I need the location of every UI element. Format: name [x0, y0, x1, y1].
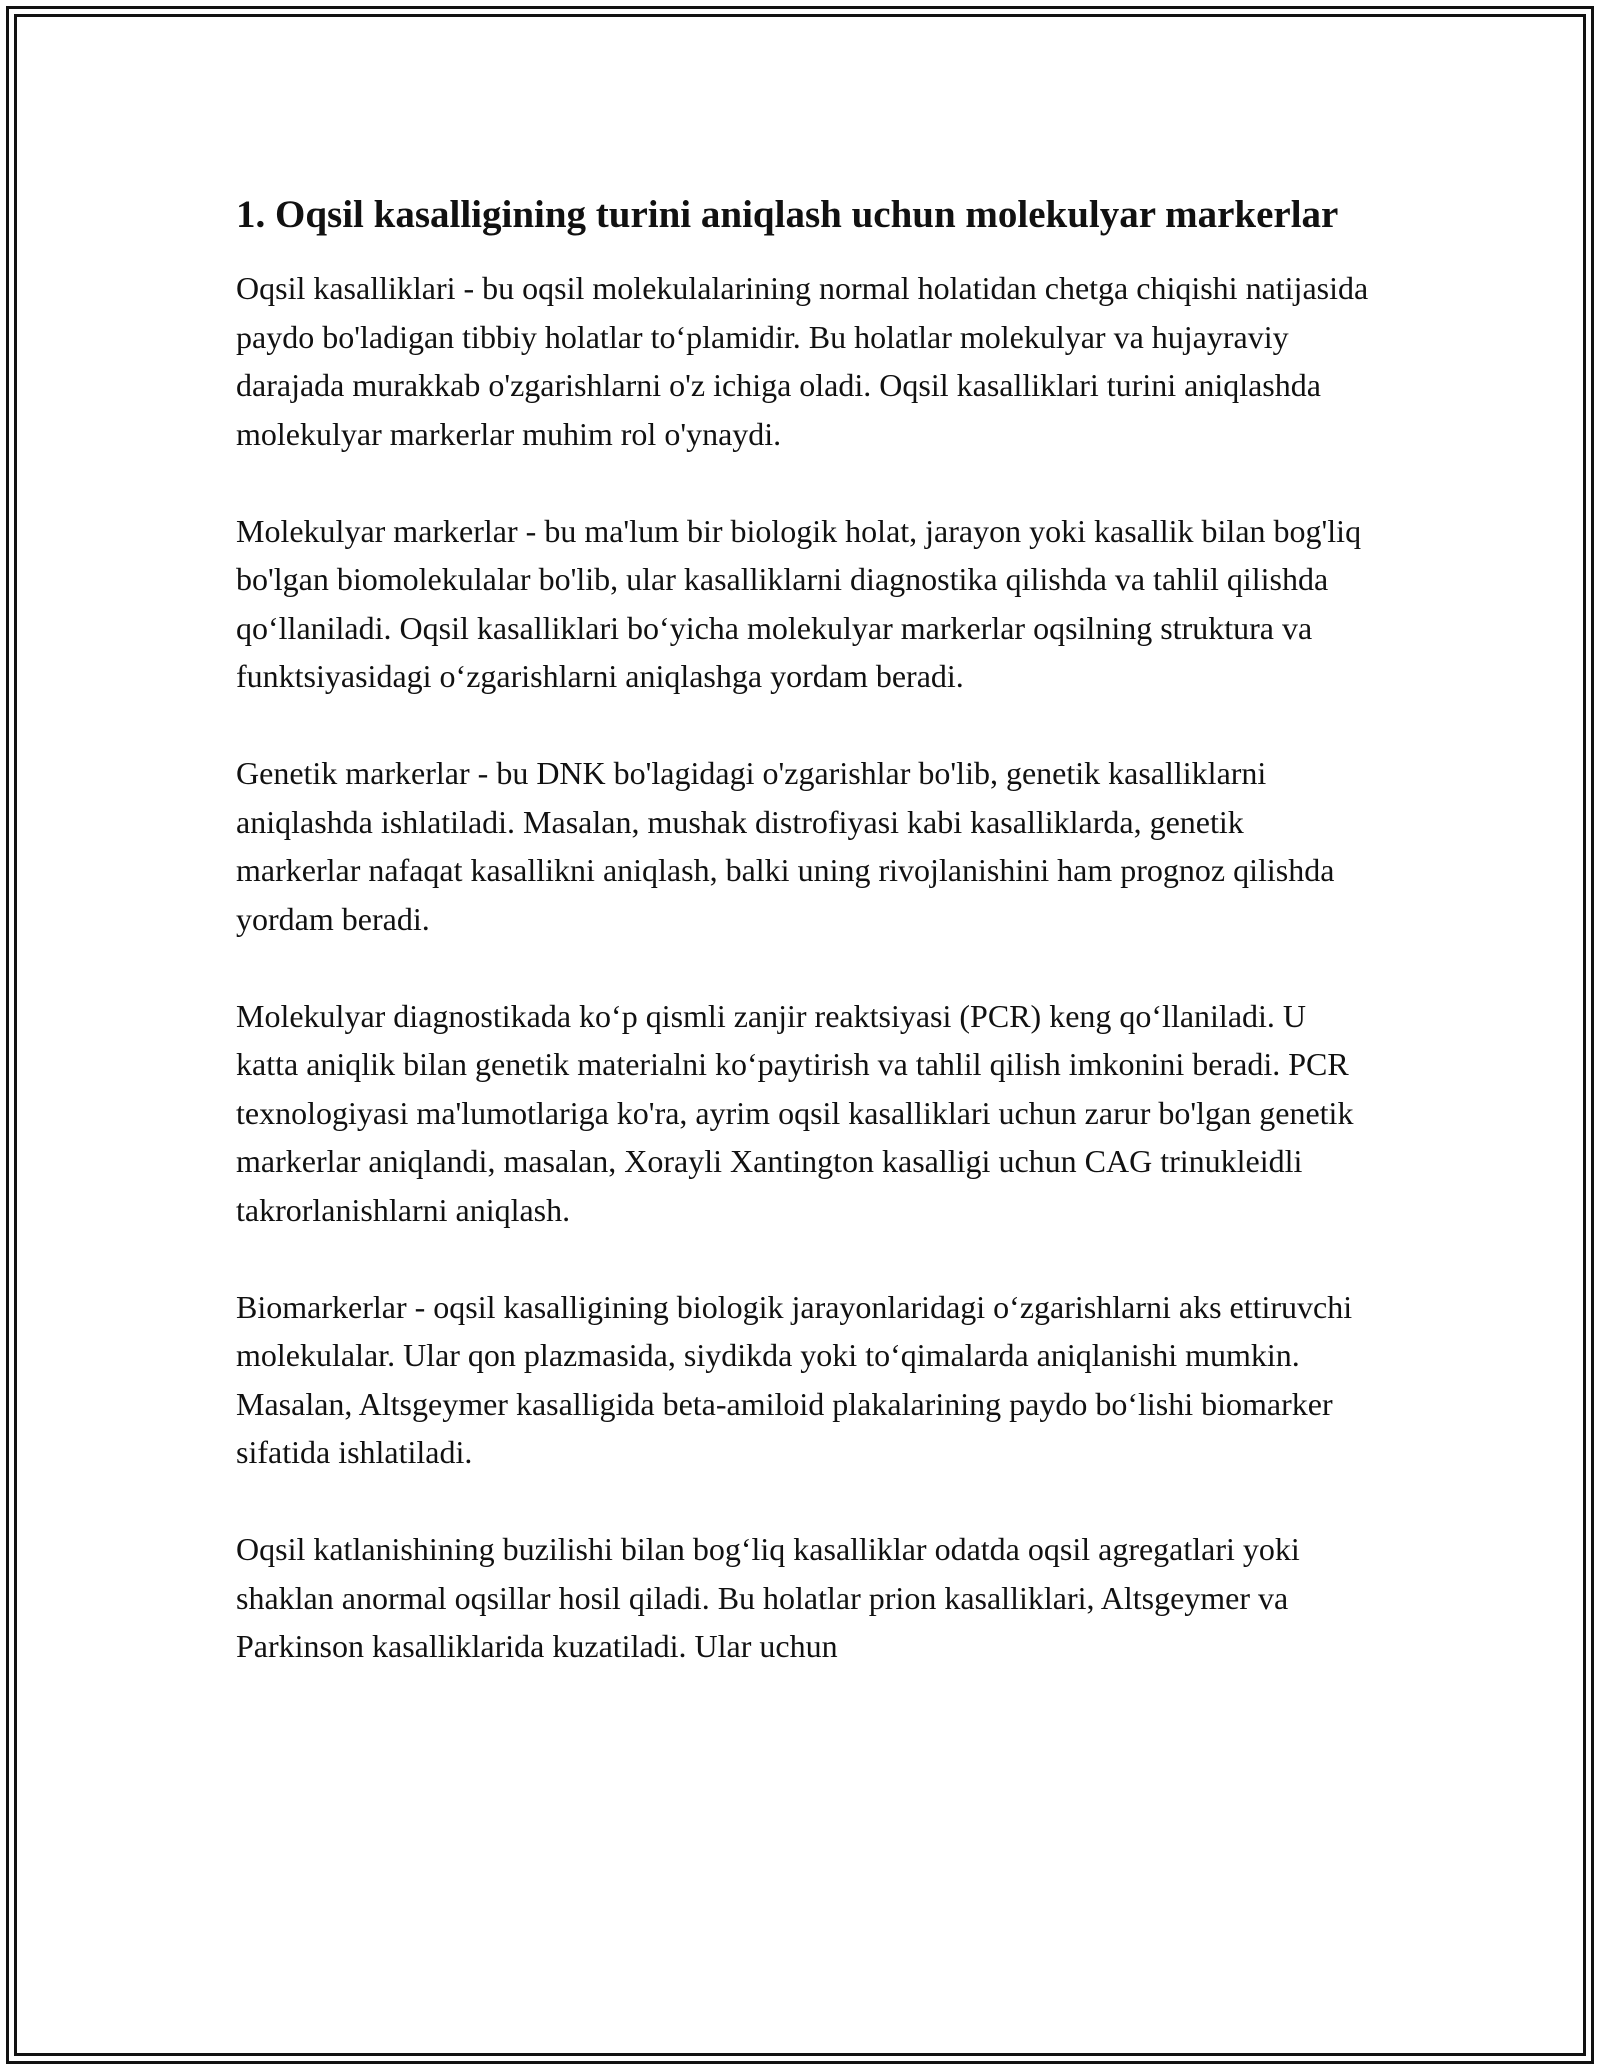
- paragraph-pcr-diagnostics: Molekulyar diagnostikada ko‘p qismli zanjir reaktsiyasi (PCR) keng qo‘llaniladi. U katta aniqlik bilan genetik materialni ko‘paytirish va tahlil qilish imkonini beradi. PCR texnologiyasi ma'lumotlariga ko'ra, ayrim oqsil kasalliklari uchun zarur bo'lgan genetik markerlar aniqlandi, masalan, Xorayli Xantington kasalligi uchun CAG trinukleidli takrorlanishlarni aniqlash.: [236, 997, 1354, 1228]
- paragraph-protein-folding: Oqsil katlanishining buzilishi bilan bog‘liq kasalliklar odatda oqsil agregatlari yoki shaklan anormal oqsillar hosil qiladi. Bu holatlar prion kasalliklari, Altsgeymer va Parkinson kasalliklarida kuzatiladi. Ular uchun: [236, 1531, 1300, 1664]
- section-heading: 1. Oqsil kasalligining turini aniqlash uchun molekulyar markerlar: [236, 193, 1339, 236]
- paragraph-protein-diseases: Oqsil kasalliklari - bu oqsil molekulalarining normal holatidan chetga chiqishi natijasida paydo bo'ladigan tibbiy holatlar to‘plamidir. Bu holatlar molekulyar va hujayraviy darajada murakkab o'zgarishlarni o'z ichiga oladi. Oqsil kasalliklari turini aniqlashda molekulyar markerlar muhim rol o'ynaydi.: [236, 270, 1369, 452]
- document-body: [236, 188, 1376, 1719]
- paragraph-molecular-markers: Molekulyar markerlar - bu ma'lum bir biologik holat, jarayon yoki kasallik bilan bog'liq bo'lgan biomolekulalar bo'lib, ular kasalliklarni diagnostika qilishda va tahlil qilishda qo‘llaniladi. Oqsil kasalliklari bo‘yicha molekulyar markerlar oqsilning struktura va funktsiyasidagi o‘zgarishlarni aniqlashga yordam beradi.: [236, 512, 1362, 694]
- paragraph-biomarkers: Biomarkerlar - oqsil kasalligining biologik jarayonlaridagi o‘zgarishlarni aks ettiruvchi molekulalar. Ular qon plazmasida, siydikda yoki to‘qimalarda aniqlanishi mumkin. Masalan, Altsgeymer kasalligida beta-amiloid plakalarining paydo bo‘lishi biomarker sifatida ishlatiladi.: [236, 1288, 1353, 1470]
- paragraph-genetic-markers: Genetik markerlar - bu DNK bo'lagidagi o'zgarishlar bo'lib, genetik kasalliklarni aniqlashda ishlatiladi. Masalan, mushak distrofiyasi kabi kasalliklarda, genetik markerlar nafaqat kasallikni aniqlash, balki uning rivojlanishini ham prognoz qilishda yordam beradi.: [236, 755, 1335, 937]
